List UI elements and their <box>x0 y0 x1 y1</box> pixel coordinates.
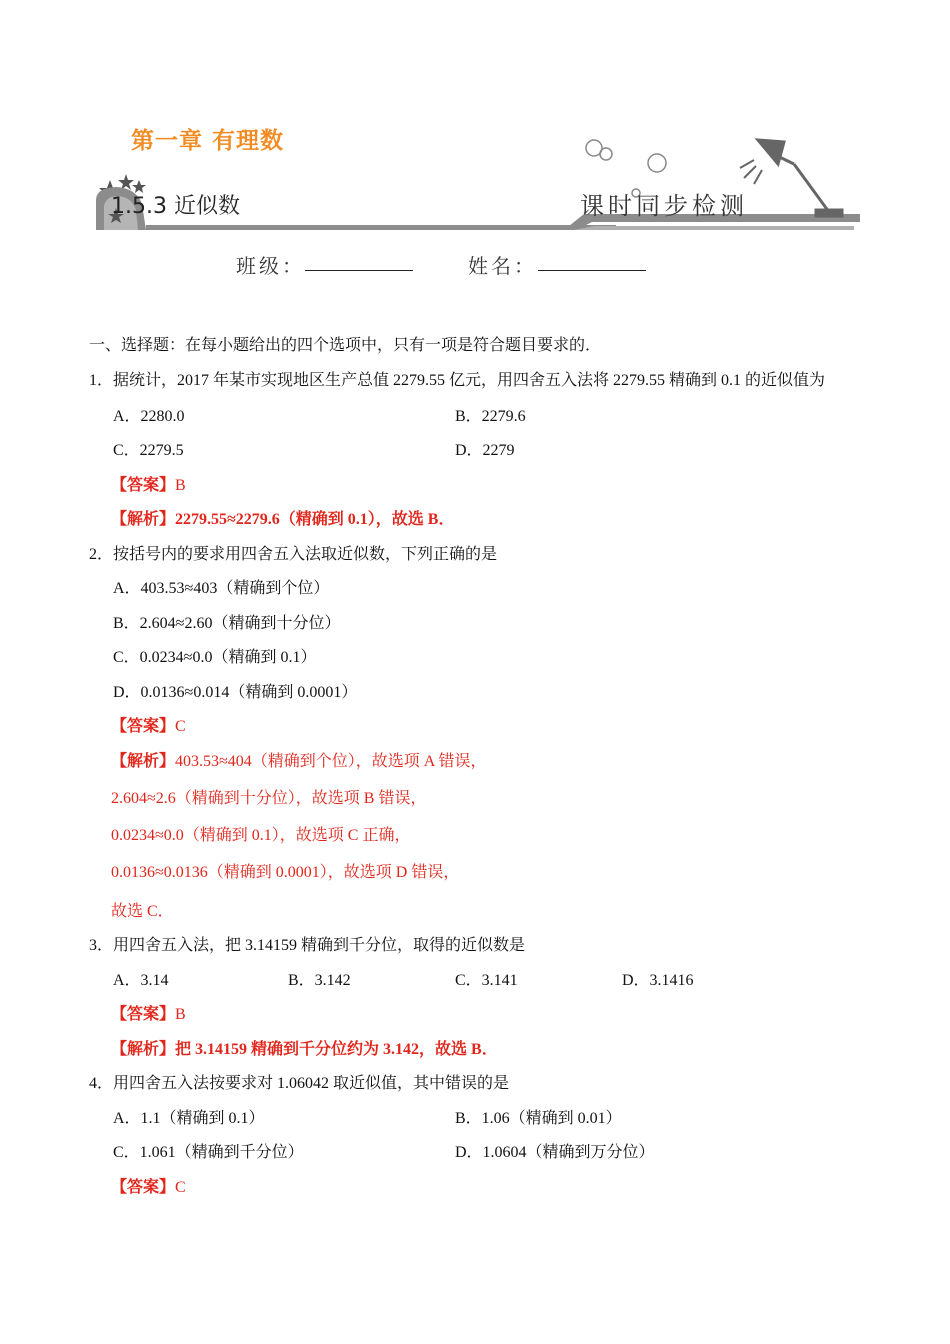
question-4-option-c: C．1.061（精确到千分位） <box>113 1144 304 1161</box>
name-label: 姓名： <box>468 254 537 278</box>
question-3-answer <box>111 1001 186 1024</box>
answer-label: 【答案】 <box>111 475 176 494</box>
question-3-stem: 3．用四舍五入法，把 3.14159 精确到千分位，取得的近似数是 <box>89 937 526 954</box>
analysis-text: 403.53≈404（精确到个位），故选项 A 错误， <box>175 753 487 770</box>
question-2-stem: 2．按括号内的要求用四舍五入法取近似数，下列正确的是 <box>89 546 498 563</box>
question-1-answer <box>111 472 186 495</box>
question-3-option-c: C．3.141 <box>455 972 518 989</box>
analysis-label: 【解析】 <box>111 509 176 528</box>
question-2-analysis-2: 2.604≈2.6（精确到十分位），故选项 B 错误， <box>111 790 427 807</box>
question-2-option-a: A．403.53≈403（精确到个位） <box>113 580 330 597</box>
answer-label: 【答案】 <box>111 716 176 735</box>
answer-label: 【答案】 <box>111 1004 176 1023</box>
class-field[interactable] <box>305 270 413 271</box>
answer-value: B <box>175 1006 186 1023</box>
question-3-analysis <box>111 1036 498 1059</box>
question-1-option-b: B．2279.6 <box>455 408 526 425</box>
analysis-text: 2279.55≈2279.6（精确到 0.1），故选 B． <box>175 511 455 528</box>
question-4-option-d: D．1.0604（精确到万分位） <box>455 1144 655 1161</box>
question-2-answer <box>111 713 186 736</box>
question-4-stem: 4．用四舍五入法按要求对 1.06042 取近似值，其中错误的是 <box>89 1075 510 1092</box>
section-heading: 一、选择题：在每小题给出的四个选项中，只有一项是符合题目要求的． <box>89 335 602 354</box>
question-1-option-d: D．2279 <box>455 442 515 459</box>
question-2-option-c: C．0.0234≈0.0（精确到 0.1） <box>113 649 317 666</box>
brand-label: 课时同步检测 <box>580 192 748 220</box>
answer-value: C <box>175 1179 186 1196</box>
class-label: 班级： <box>236 254 305 278</box>
question-2-analysis-4: 0.0136≈0.0136（精确到 0.0001），故选项 D 错误， <box>111 864 460 881</box>
lamp-icon <box>740 140 842 216</box>
question-2-option-d: D．0.0136≈0.014（精确到 0.0001） <box>113 684 358 701</box>
answer-value: B <box>175 477 186 494</box>
question-1-option-a: A．2280.0 <box>113 408 185 425</box>
question-3-option-b: B．3.142 <box>288 972 351 989</box>
analysis-label: 【解析】 <box>111 751 176 770</box>
answer-label: 【答案】 <box>111 1177 176 1196</box>
question-2-analysis-3: 0.0234≈0.0（精确到 0.1），故选项 C 正确， <box>111 827 411 844</box>
analysis-text: 把 3.14159 精确到千分位约为 3.142，故选 B． <box>175 1041 498 1058</box>
question-2-analysis-1 <box>111 748 486 771</box>
header-banner <box>94 130 860 240</box>
answer-value: C <box>175 718 186 735</box>
analysis-label: 【解析】 <box>111 1039 176 1058</box>
question-4-answer <box>111 1174 186 1197</box>
question-2-option-b: B．2.604≈2.60（精确到十分位） <box>113 615 341 632</box>
question-3-option-d: D．3.1416 <box>622 972 694 989</box>
question-4-option-b: B．1.06（精确到 0.01） <box>455 1110 622 1127</box>
question-2-analysis-5: 故选 C． <box>111 903 174 920</box>
name-field[interactable] <box>538 270 646 271</box>
question-1-stem: 1．据统计，2017 年某市实现地区生产总值 2279.55 亿元，用四舍五入法将 2279.55 精确到 0.1 的近似值为 <box>89 372 826 389</box>
chapter-title: 第一章 有理数 <box>131 128 285 154</box>
question-4-option-a: A．1.1（精确到 0.1） <box>113 1110 265 1127</box>
question-1-option-c: C．2279.5 <box>113 442 184 459</box>
question-1-analysis <box>111 506 454 529</box>
question-3-option-a: A．3.14 <box>113 972 169 989</box>
section-title: 1.5.3 近似数 <box>111 194 240 219</box>
